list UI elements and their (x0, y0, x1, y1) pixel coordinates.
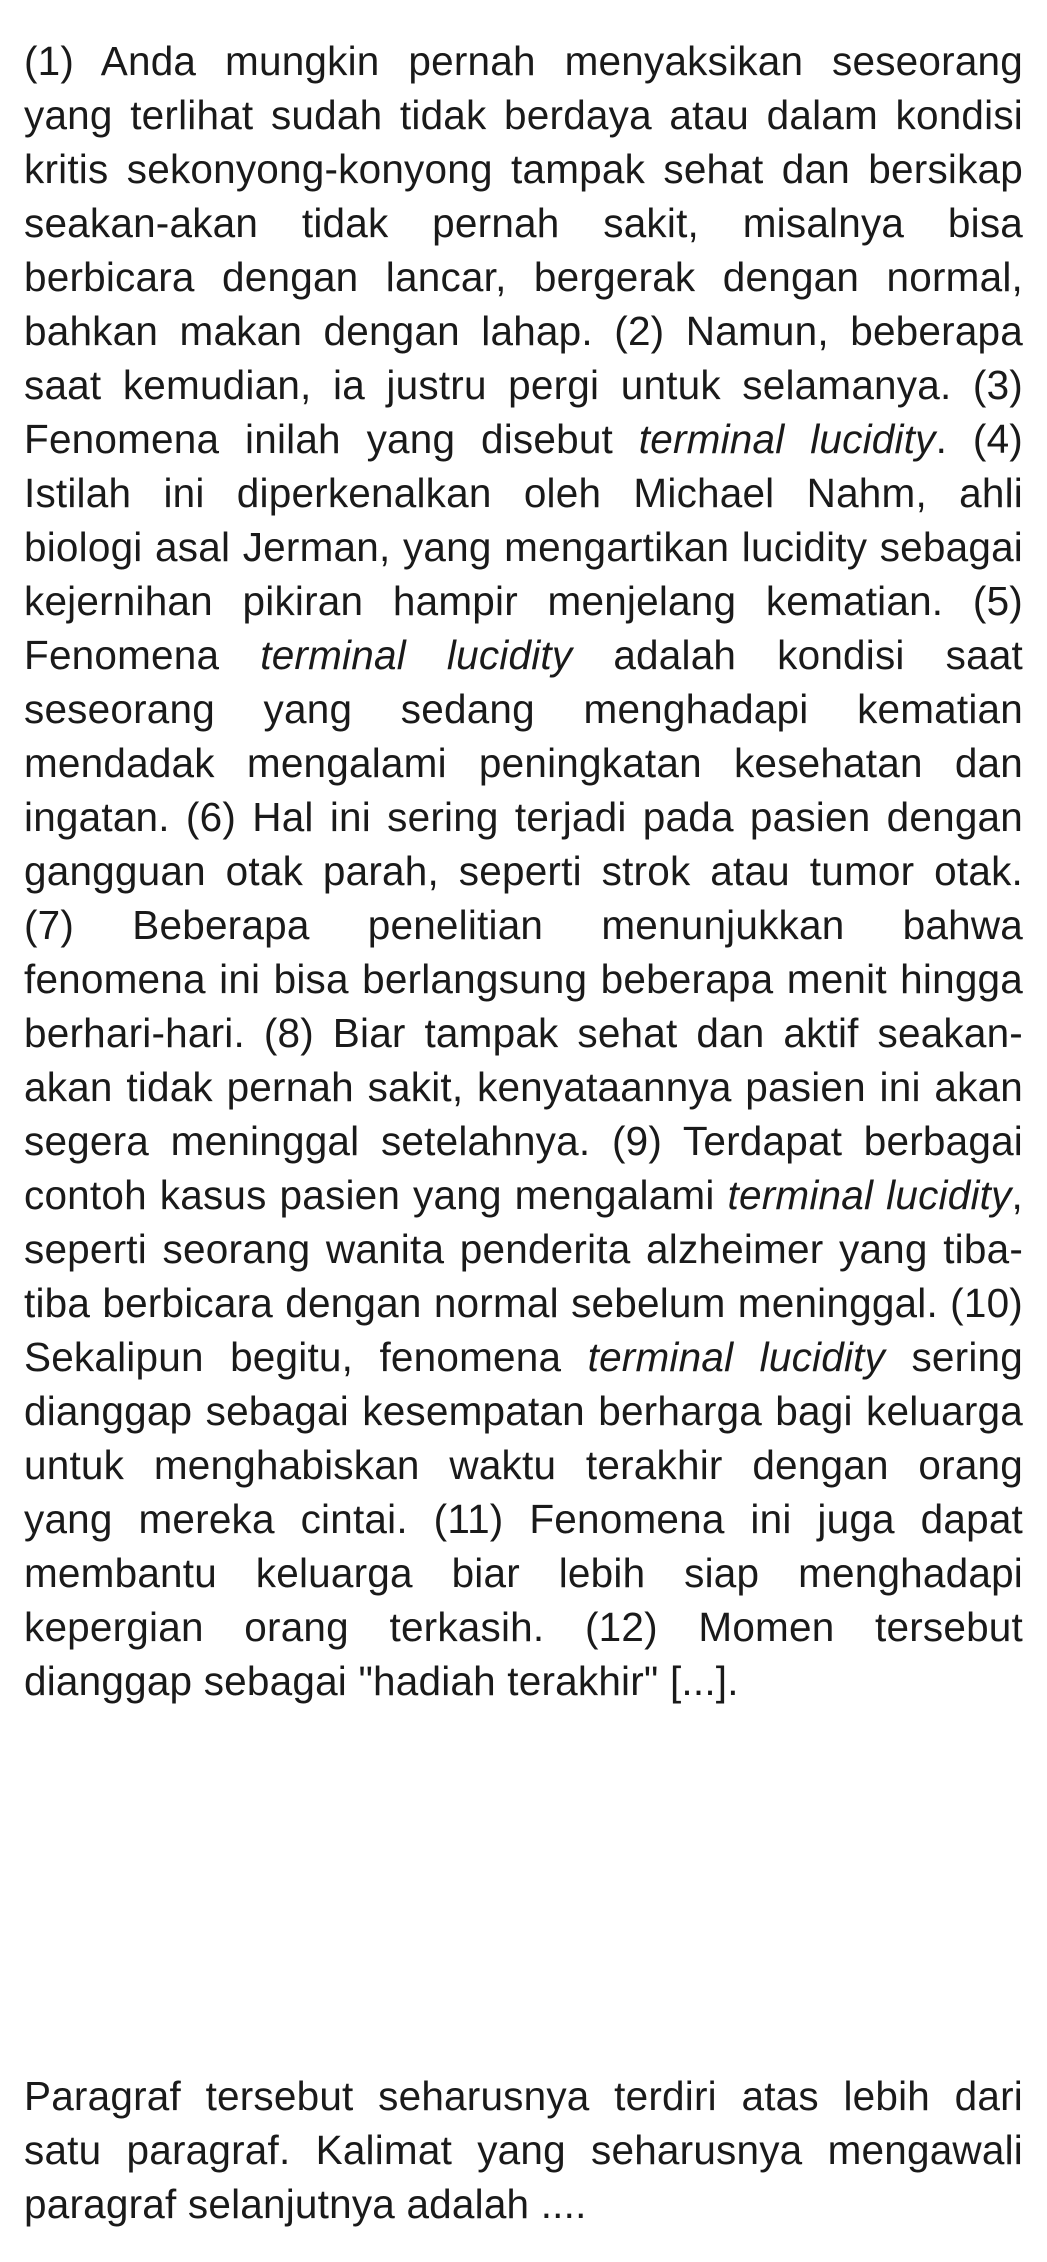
question-prompt: Paragraf tersebut seharusnya terdiri atas lebih dari satu paragraf. Kalimat yang seharusnya mengawali paragraf selanjutnya adalah .... (24, 2073, 1023, 2227)
passage-text-1: (1) Anda mungkin pernah menyaksikan seseorang yang terlihat sudah tidak berdaya atau dalam kondisi kritis sekonyong-konyong tampak sehat dan bersikap seakan-akan tidak pernah sakit, misalnya bisa berbicara dengan lancar, bergerak dengan normal, bahkan makan dengan lahap. (2) Namun, beberapa saat kemudian, ia justru pergi untuk selamanya. (3) Fenomena inilah yang disebut (24, 38, 1023, 462)
term-terminal-lucidity-1: terminal lucidity (638, 416, 936, 462)
term-terminal-lucidity-2: terminal lucidity (260, 632, 573, 678)
passage-text-3: adalah kondisi saat seseorang yang sedang menghadapi kematian mendadak mengalami peningkatan kesehatan dan ingatan. (6) Hal ini sering terjadi pada pasien dengan gangguan otak parah, seperti strok atau tumor otak. (7) Beberapa penelitian menunjukkan bahwa fenomena ini bisa berlangsung beberapa menit hingga berhari-hari. (8) Biar tampak sehat dan aktif seakan-akan tidak pernah sakit, kenyataannya pasien ini akan segera meninggal setelahnya. (9) Terdapat berbagai contoh kasus pasien yang mengalami (24, 632, 1023, 1218)
passage-text-4: , seperti seorang wanita penderita alzheimer yang tiba-tiba berbicara dengan normal sebelum meninggal. (10) Sekalipun begitu, fenomena (24, 1172, 1023, 1380)
term-terminal-lucidity-4: terminal lucidity (587, 1334, 886, 1380)
reading-passage (24, 34, 1023, 1708)
term-terminal-lucidity-3: terminal lucidity (727, 1172, 1012, 1218)
passage-text-2: . (4) Istilah ini diperkenalkan oleh Michael Nahm, ahli biologi asal Jerman, yang mengartikan lucidity sebagai kejernihan pikiran hampir menjelang kematian. (5) Fenomena (24, 416, 1023, 678)
passage-text-5: sering dianggap sebagai kesempatan berharga bagi keluarga untuk menghabiskan waktu terakhir dengan orang yang mereka cintai. (11) Fenomena ini juga dapat membantu keluarga biar lebih siap menghadapi kepergian orang terkasih. (12) Momen tersebut dianggap sebagai "hadiah terakhir" [...]. (24, 1334, 1023, 1704)
document-page (24, 34, 1023, 2227)
